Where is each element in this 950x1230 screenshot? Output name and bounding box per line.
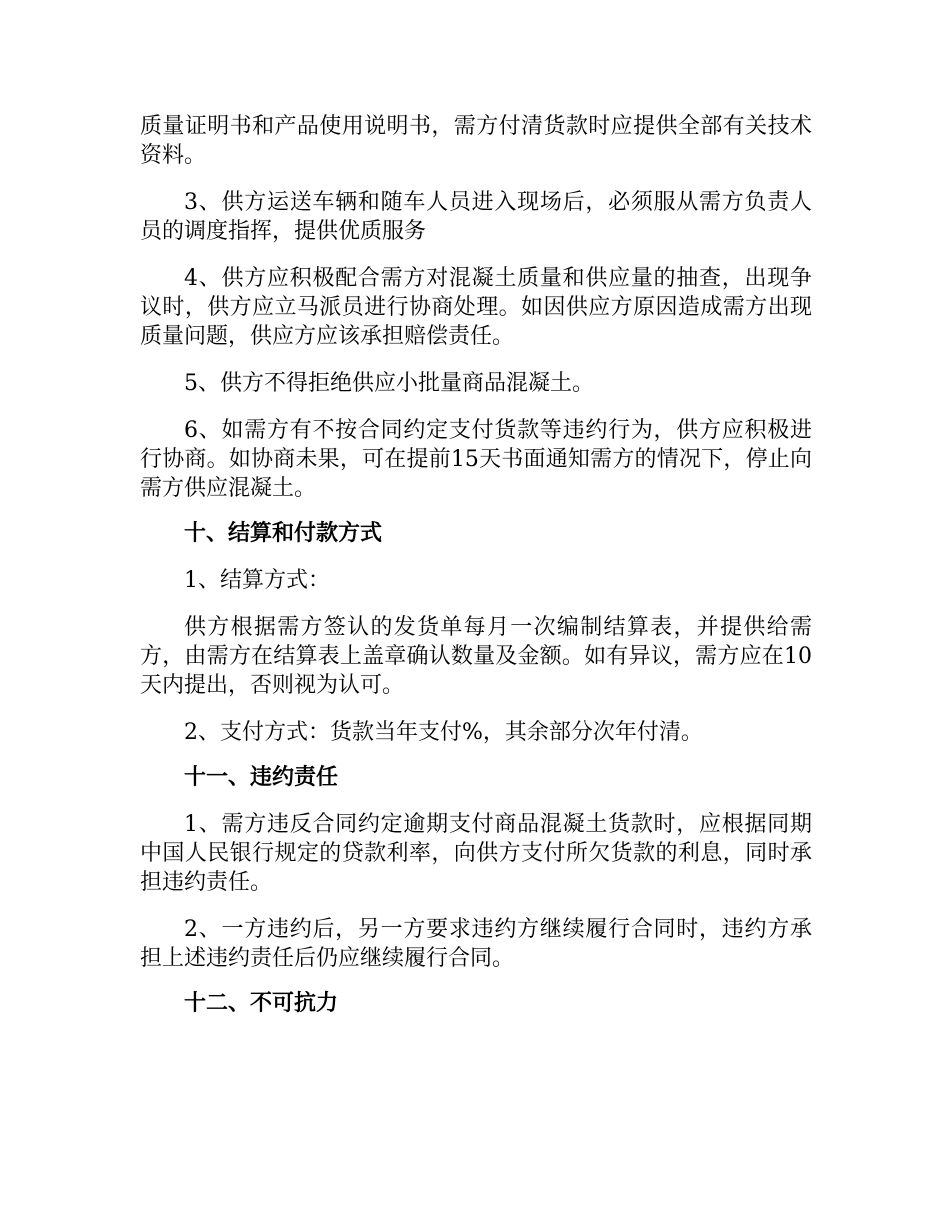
- paragraph-item-5: 5、供方不得拒绝供应小批量商品混凝土。: [184, 371, 594, 396]
- section-heading-11: 十一、违约责任: [184, 764, 339, 790]
- paragraph-quality-docs: 质量证明书和产品使用说明书，需方付清货款时应提供全部有关技术资料。: [140, 114, 812, 168]
- paragraph-breach-1: 1、需方违反合同约定逾期支付商品混凝土货款时，应根据同期中国人民银行规定的贷款利率，向供方支付所欠货款的利息，同时承担违约责任。: [140, 812, 812, 895]
- paragraph-item-3: 3、供方运送车辆和随车人员进入现场后，必须服从需方负责人员的调度指挥，提供优质服务: [140, 190, 812, 244]
- paragraph-breach-2: 2、一方违约后，另一方要求违约方继续履行合同时，违约方承担上述违约责任后仍应继续履行合同。: [140, 917, 812, 971]
- section-heading-10: 十、结算和付款方式: [184, 520, 383, 546]
- paragraph-settlement-method: 1、结算方式：: [184, 568, 330, 593]
- paragraph-item-6: 6、如需方有不按合同约定支付货款等违约行为，供方应积极进行协商。如协商未果，可在提前15天书面通知需方的情况下，停止向需方供应混凝土。: [140, 418, 812, 501]
- paragraph-item-4: 4、供方应积极配合需方对混凝土质量和供应量的抽查，出现争议时，供方应立马派员进行协商处理。如因供应方原因造成需方出现质量问题，供应方应该承担赔偿责任。: [140, 266, 812, 349]
- paragraph-payment-method: 2、支付方式：货款当年支付%，其余部分次年付清。: [184, 720, 703, 745]
- document-page: [140, 112, 812, 1018]
- section-heading-12: 十二、不可抗力: [184, 990, 339, 1016]
- paragraph-settlement-detail: 供方根据需方签认的发货单每月一次编制结算表，并提供给需方，由需方在结算表上盖章确认数量及金额。如有异议，需方应在10天内提出，否则视为认可。: [140, 615, 812, 698]
